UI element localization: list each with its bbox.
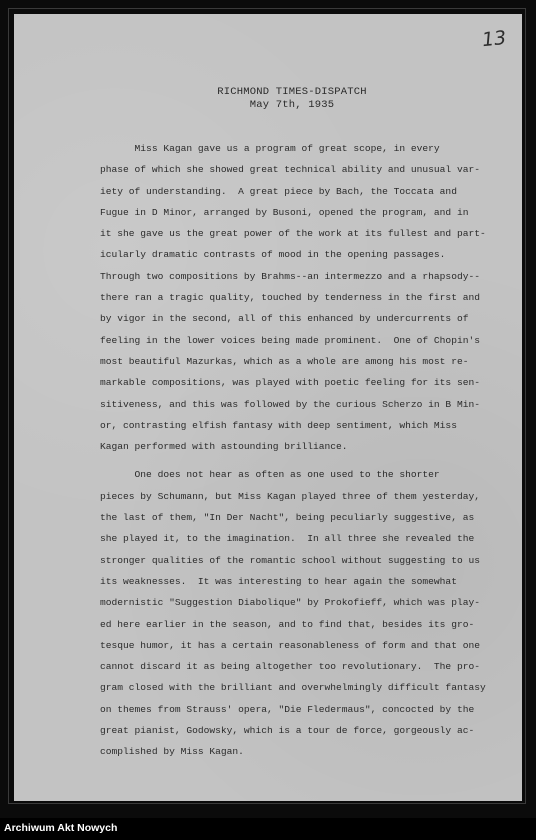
text-line: stronger qualities of the romantic school without suggesting to us <box>100 554 480 566</box>
text-line: cannot discard it as being altogether too revolutionary. The pro- <box>100 661 480 673</box>
document-body <box>100 138 512 763</box>
text-line: its weaknesses. It was interesting to hear again the somewhat <box>100 575 457 587</box>
text-line: complished by Miss Kagan. <box>100 746 244 758</box>
document-page <box>14 14 522 801</box>
publication-title: RICHMOND TIMES-DISPATCH <box>217 86 367 98</box>
paragraph <box>100 464 512 762</box>
text-line: gram closed with the brilliant and overwhelmingly difficult fantasy <box>100 682 486 694</box>
text-line: tesque humor, it has a certain reasonableness of form and that one <box>100 639 480 651</box>
page-number: 13 <box>480 26 508 52</box>
text-line: most beautiful Mazurkas, which as a whole are among his most re- <box>100 355 469 367</box>
archive-footer <box>0 818 536 840</box>
text-line: or, contrasting elfish fantasy with deep sentiment, which Miss <box>100 419 457 431</box>
text-line: One does not hear as often as one used to the shorter <box>100 469 440 481</box>
text-line: feeling in the lower voices being made prominent. One of Chopin's <box>100 334 480 346</box>
text-line: sitiveness, and this was followed by the curious Scherzo in B Min- <box>100 398 480 410</box>
text-line: phase of which she showed great technical ability and unusual var- <box>100 164 480 176</box>
text-line: the last of them, "In Der Nacht", being peculiarly suggestive, as <box>100 512 475 524</box>
text-line: Through two compositions by Brahms--an intermezzo and a rhapsody-- <box>100 270 480 282</box>
text-line: Kagan performed with astounding brilliance. <box>100 441 348 453</box>
text-line: pieces by Schumann, but Miss Kagan played three of them yesterday, <box>100 490 480 502</box>
text-line: she played it, to the imagination. In all three she revealed the <box>100 533 475 545</box>
text-line: there ran a tragic quality, touched by tenderness in the first and <box>100 292 480 304</box>
text-line: ed here earlier in the season, and to find that, besides its gro- <box>100 618 475 630</box>
text-line: Miss Kagan gave us a program of great scope, in every <box>100 143 440 154</box>
text-line: on themes from Strauss' opera, "Die Fledermaus", concocted by the <box>100 703 475 715</box>
document-header <box>14 86 536 112</box>
archive-label: Archiwum Akt Nowych <box>4 822 118 834</box>
text-line: it she gave us the great power of the work at its fullest and part- <box>100 228 486 240</box>
text-line: iety of understanding. A great piece by Bach, the Toccata and <box>100 185 457 197</box>
publication-date: May 7th, 1935 <box>249 99 335 111</box>
text-line: by vigor in the second, all of this enhanced by undercurrents of <box>100 313 469 325</box>
paragraph <box>100 138 512 457</box>
paragraph-gap <box>100 457 512 464</box>
text-line: markable compositions, was played with poetic feeling for its sen- <box>100 377 480 389</box>
text-line: modernistic "Suggestion Diabolique" by Prokofieff, which was play- <box>100 597 480 609</box>
text-line: Fugue in D Minor, arranged by Busoni, opened the program, and in <box>100 206 469 218</box>
text-line: icularly dramatic contrasts of mood in the opening passages. <box>100 249 446 261</box>
text-line: great pianist, Godowsky, which is a tour de force, gorgeously ac- <box>100 725 475 737</box>
